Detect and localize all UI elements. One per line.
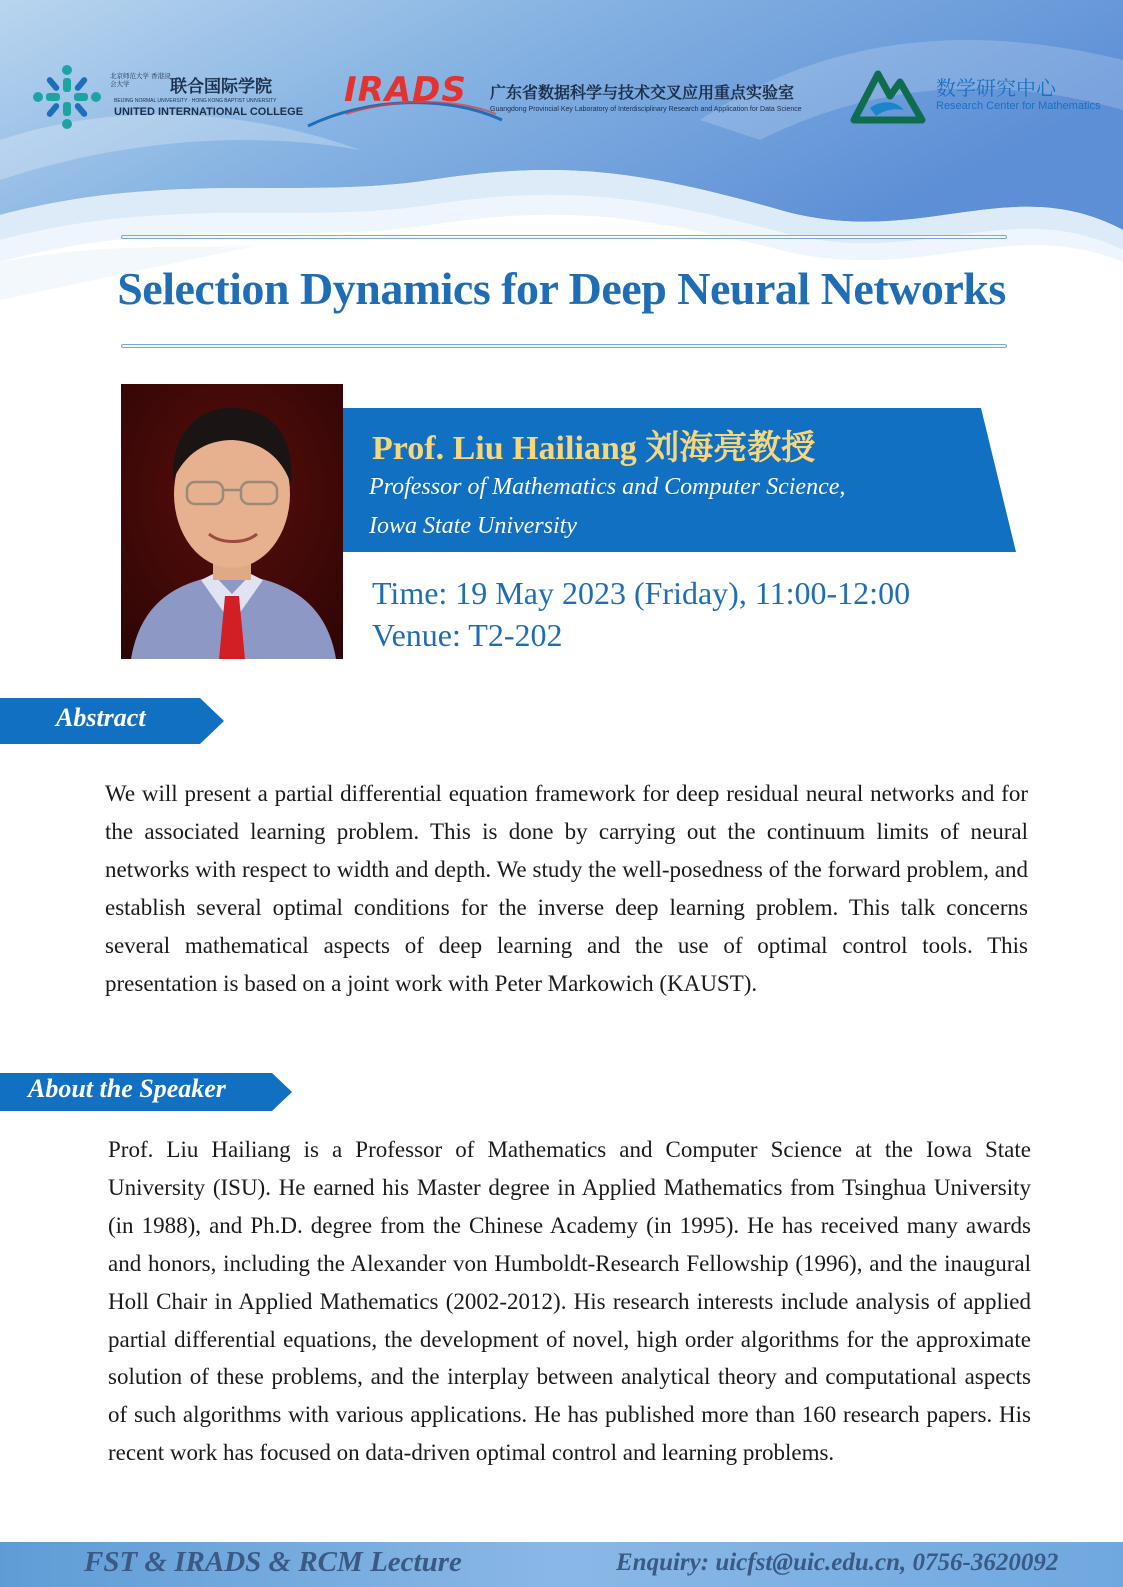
uic-chinese-parent-names: 北京师范大学 香港浸会大学 (110, 72, 171, 88)
irads-english-name: Guangdong Provincial Key Laboratory of Interdisciplinary Research and Application for Data Science (490, 106, 802, 113)
uic-chinese-name: 联合国际学院 (170, 77, 272, 97)
about-speaker-heading: About the Speaker (28, 1074, 226, 1103)
about-speaker-heading-tab (0, 1073, 292, 1111)
title-rule-top (121, 235, 1007, 239)
speaker-photo (121, 384, 343, 659)
rcm-english-name: Research Center for Mathematics (936, 100, 1101, 112)
abstract-text: We will present a partial differential equation framework for deep residual neural networks and for the associated learning problem. This is done by carrying out the continuum limits of neural networks with respect to width and depth. We study the well-posedness of the forward problem, and establish several optimal conditions for the inverse deep learning problem. This talk concerns several mathematical aspects of deep learning and the use of optimal control tools. This presentation is based on a joint work with Peter Markowich (KAUST). (105, 781, 1028, 996)
irads-wordmark: IRADS (344, 70, 467, 110)
footer-enquiry: Enquiry: uicfst@uic.edu.cn, 0756-3620092 (616, 1549, 1059, 1576)
speaker-bio-text: Prof. Liu Hailiang is a Professor of Mathematics and Computer Science at the Iowa State University (ISU). He earned his Master degree in Applied Mathematics from Tsinghua University (in 1988), and Ph.D. degree from the Chinese Academy (in 1995). He has received many awards and honors, including the Alexander von Humboldt-Research Fellowship (1996), and the inaugural Holl Chair in Applied Mathematics (2002-2012). His research interests include analysis of applied partial differential equations, the development of novel, high order algorithms for the approximate solution of these problems, and the interplay between analytical theory and computational aspects of such algorithms with various applications. He has published more than 160 research papers. His recent work has focused on data-driven optimal control and learning problems. (108, 1137, 1031, 1466)
footer-lecture-series: FST & IRADS & RCM Lecture (84, 1546, 462, 1578)
speaker-affiliation-line-2: Iowa State University (369, 513, 577, 539)
rcm-mountain-icon (850, 64, 926, 128)
title-rule-bottom (121, 344, 1007, 348)
abstract-heading: Abstract (56, 703, 146, 732)
irads-chinese-name: 广东省数据科学与技术交叉应用重点实验室 (490, 83, 795, 102)
irads-logo (306, 68, 826, 128)
footer-bar (0, 1542, 1123, 1587)
uic-english-parent-names: BEIJING NORMAL UNIVERSITY · HONG KONG BAPTIST UNIVERSITY (114, 98, 277, 104)
speaker-name: Prof. Liu Hailiang 刘海亮教授 (372, 430, 816, 467)
uic-emblem-icon (30, 62, 104, 132)
rcm-logo (850, 62, 1120, 132)
page-title: Selection Dynamics for Deep Neural Networks (117, 263, 1006, 314)
abstract-heading-tab (0, 698, 224, 744)
event-venue: Venue: T2-202 (372, 617, 563, 653)
uic-english-name: UNITED INTERNATIONAL COLLEGE (114, 106, 304, 118)
rcm-chinese-name: 数学研究中心 (936, 76, 1056, 100)
speaker-affiliation-line-1: Professor of Mathematics and Computer Science, (369, 474, 846, 500)
event-time: Time: 19 May 2023 (Friday), 11:00-12:00 (372, 575, 911, 611)
uic-logo (30, 62, 304, 132)
